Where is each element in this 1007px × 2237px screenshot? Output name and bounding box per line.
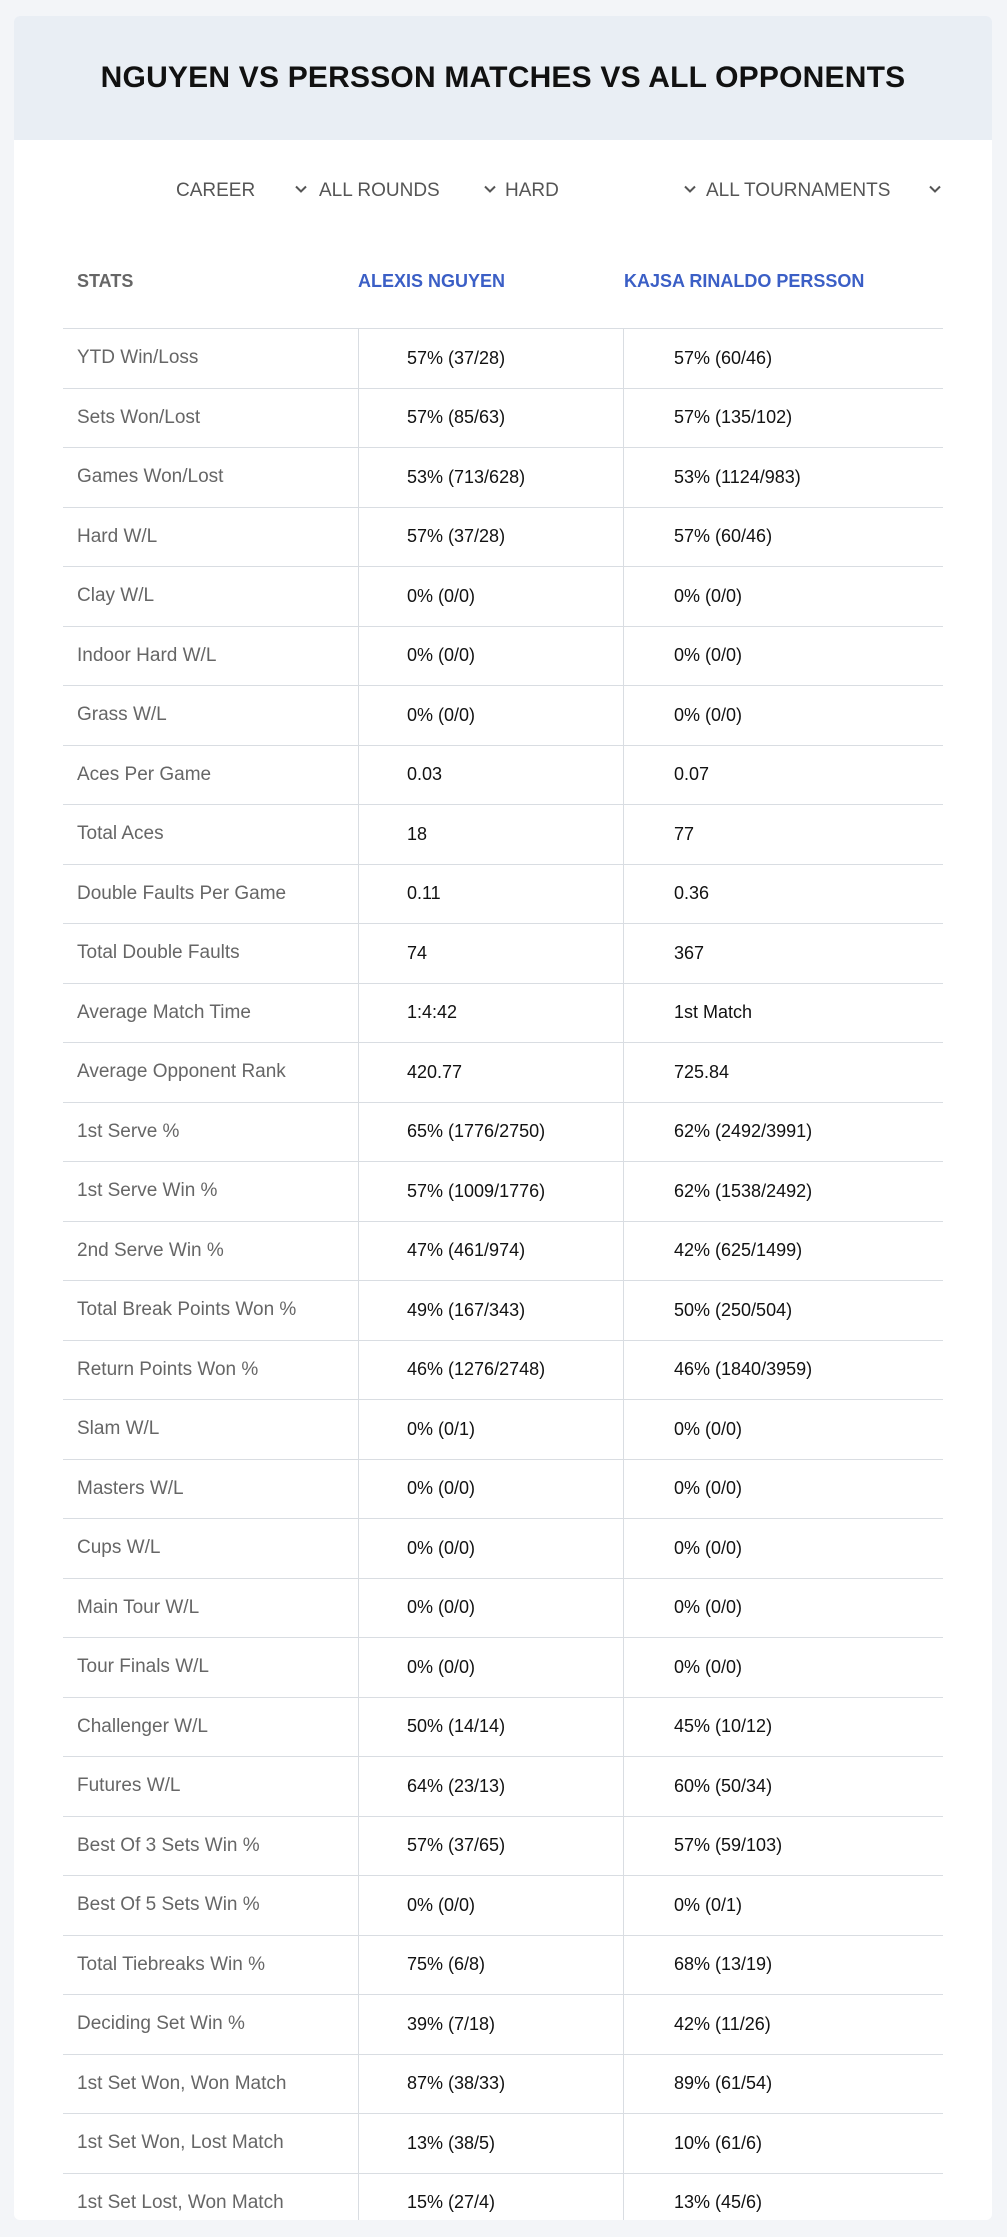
table-row: [63, 1757, 943, 1817]
player1-stat-value: 0% (0/0): [358, 1519, 623, 1578]
player2-stat-value: 13% (45/6): [623, 2174, 943, 2221]
table-row: [63, 1103, 943, 1163]
player1-stat-value: 65% (1776/2750): [358, 1103, 623, 1162]
stat-label: Slam W/L: [77, 1418, 160, 1440]
stat-label: Clay W/L: [77, 585, 155, 607]
table-row: [63, 805, 943, 865]
player2-stat-value: 0% (0/0): [623, 627, 943, 686]
filter-bar: [14, 140, 992, 220]
player1-stat-value: 57% (85/63): [358, 389, 623, 448]
player1-stat-value: 15% (27/4): [358, 2174, 623, 2221]
stat-label: 1st Set Won, Won Match: [77, 2072, 287, 2094]
page-title: NGUYEN VS PERSSON MATCHES VS ALL OPPONENTS: [100, 61, 906, 94]
player2-stat-value: 0.36: [623, 865, 943, 924]
stat-label: 1st Set Won, Lost Match: [77, 2132, 284, 2154]
player1-stat-value: 46% (1276/2748): [358, 1341, 623, 1400]
player1-stat-value: 0% (0/0): [358, 627, 623, 686]
player1-stat-value: 57% (1009/1776): [358, 1162, 623, 1221]
table-row: [63, 508, 943, 568]
chevron-down-icon: [683, 182, 697, 196]
player1-stat-value: 57% (37/28): [358, 329, 623, 388]
stat-label: Games Won/Lost: [77, 466, 224, 488]
stat-label: Challenger W/L: [77, 1715, 208, 1737]
table-row: [63, 1400, 943, 1460]
stat-label: Best Of 5 Sets Win %: [77, 1894, 260, 1916]
player2-link[interactable]: KAJSA RINALDO PERSSON: [624, 271, 865, 291]
table-row: [63, 567, 943, 627]
player2-stat-value: 57% (59/103): [623, 1817, 943, 1876]
player1-stat-value: 0% (0/1): [358, 1400, 623, 1459]
stat-label: YTD Win/Loss: [77, 347, 199, 369]
table-row: [63, 2114, 943, 2174]
player1-stat-value: 420.77: [358, 1043, 623, 1102]
table-row: [63, 627, 943, 687]
table-row: [63, 1579, 943, 1639]
player1-stat-value: 39% (7/18): [358, 1995, 623, 2054]
player2-stat-value: 10% (61/6): [623, 2114, 943, 2173]
player1-stat-value: 0% (0/0): [358, 567, 623, 626]
period-select-value: CAREER: [176, 180, 256, 201]
table-row: [63, 1519, 943, 1579]
player1-stat-value: 49% (167/343): [358, 1281, 623, 1340]
stat-label: 1st Set Lost, Won Match: [77, 2191, 284, 2213]
player1-stat-value: 0.11: [358, 865, 623, 924]
player2-stat-value: 0% (0/0): [623, 1579, 943, 1638]
player2-stat-value: 62% (1538/2492): [623, 1162, 943, 1221]
player1-stat-value: 47% (461/974): [358, 1222, 623, 1281]
player1-stat-value: 75% (6/8): [358, 1936, 623, 1995]
surface-select-value: HARD: [505, 180, 559, 201]
player2-stat-value: 62% (2492/3991): [623, 1103, 943, 1162]
player2-stat-value: 0% (0/1): [623, 1876, 943, 1935]
player2-stat-value: 0.07: [623, 746, 943, 805]
player1-stat-value: 50% (14/14): [358, 1698, 623, 1757]
player1-stat-value: 0% (0/0): [358, 1460, 623, 1519]
player1-stat-value: 0% (0/0): [358, 1638, 623, 1697]
player1-stat-value: 57% (37/65): [358, 1817, 623, 1876]
tournaments-select-value: ALL TOURNAMENTS: [706, 180, 891, 201]
stat-label: Hard W/L: [77, 525, 158, 547]
period-select[interactable]: [176, 176, 306, 206]
tournaments-select[interactable]: [706, 176, 946, 206]
player2-stat-value: 42% (11/26): [623, 1995, 943, 2054]
rounds-select-value: ALL ROUNDS: [319, 180, 440, 201]
surface-select[interactable]: [505, 176, 700, 206]
player1-stat-value: 74: [358, 924, 623, 983]
stat-label: Best Of 3 Sets Win %: [77, 1834, 260, 1856]
player2-stat-value: 45% (10/12): [623, 1698, 943, 1757]
stat-label: Masters W/L: [77, 1477, 184, 1499]
stat-label: Total Tiebreaks Win %: [77, 1953, 265, 1975]
stats-column-header: STATS: [77, 271, 134, 291]
player2-stat-value: 46% (1840/3959): [623, 1341, 943, 1400]
player2-stat-value: 57% (60/46): [623, 508, 943, 567]
table-row: [63, 389, 943, 449]
player2-stat-value: 53% (1124/983): [623, 448, 943, 507]
player2-stat-value: 42% (625/1499): [623, 1222, 943, 1281]
table-row: [63, 1638, 943, 1698]
player2-stat-value: 89% (61/54): [623, 2055, 943, 2114]
player2-stat-value: 367: [623, 924, 943, 983]
player2-stat-value: 57% (60/46): [623, 329, 943, 388]
table-row: [63, 1460, 943, 1520]
rounds-select[interactable]: [319, 176, 499, 206]
player2-stat-value: 77: [623, 805, 943, 864]
player2-stat-value: 0% (0/0): [623, 1519, 943, 1578]
table-row: [63, 2055, 943, 2115]
stat-label: Aces Per Game: [77, 763, 212, 785]
player1-stat-value: 18: [358, 805, 623, 864]
table-row: [63, 1043, 943, 1103]
chevron-down-icon: [928, 182, 942, 196]
player2-stat-value: 50% (250/504): [623, 1281, 943, 1340]
table-row: [63, 746, 943, 806]
player2-stat-value: 0% (0/0): [623, 1400, 943, 1459]
player2-stat-value: 0% (0/0): [623, 1638, 943, 1697]
stat-label: Deciding Set Win %: [77, 2013, 245, 2035]
player1-stat-value: 1:4:42: [358, 984, 623, 1043]
player1-stat-value: 0% (0/0): [358, 686, 623, 745]
page-header: [14, 16, 992, 140]
player1-stat-value: 0% (0/0): [358, 1579, 623, 1638]
stat-label: Total Aces: [77, 823, 164, 845]
table-row: [63, 924, 943, 984]
player2-stat-value: 1st Match: [623, 984, 943, 1043]
table-row: [63, 686, 943, 746]
stat-label: Average Opponent Rank: [77, 1061, 286, 1083]
stats-table: [63, 246, 943, 2220]
stat-label: 1st Serve %: [77, 1120, 180, 1142]
player1-stat-value: 13% (38/5): [358, 2114, 623, 2173]
table-row: [63, 1698, 943, 1758]
player2-stat-value: 0% (0/0): [623, 567, 943, 626]
stat-label: Double Faults Per Game: [77, 882, 287, 904]
stat-label: Main Tour W/L: [77, 1596, 200, 1618]
table-row: [63, 865, 943, 925]
table-row: [63, 1876, 943, 1936]
stat-label: Tour Finals W/L: [77, 1656, 209, 1678]
table-row: [63, 1995, 943, 2055]
stat-label: Total Break Points Won %: [77, 1299, 297, 1321]
stat-label: 2nd Serve Win %: [77, 1239, 224, 1261]
player2-stat-value: 0% (0/0): [623, 686, 943, 745]
stat-label: Average Match Time: [77, 1001, 251, 1023]
table-row: [63, 984, 943, 1044]
player2-stat-value: 57% (135/102): [623, 389, 943, 448]
table-row: [63, 448, 943, 508]
table-row: [63, 1222, 943, 1282]
table-row: [63, 2174, 943, 2221]
stat-label: Cups W/L: [77, 1537, 161, 1559]
table-row: [63, 1817, 943, 1877]
chevron-down-icon: [294, 182, 308, 196]
player1-stat-value: 53% (713/628): [358, 448, 623, 507]
table-row: [63, 1341, 943, 1401]
table-body: [63, 329, 943, 2220]
player2-stat-value: 725.84: [623, 1043, 943, 1102]
player1-stat-value: 87% (38/33): [358, 2055, 623, 2114]
stat-label: Indoor Hard W/L: [77, 644, 217, 666]
stat-label: 1st Serve Win %: [77, 1180, 218, 1202]
player1-stat-value: 57% (37/28): [358, 508, 623, 567]
player1-stat-value: 0% (0/0): [358, 1876, 623, 1935]
stat-label: Total Double Faults: [77, 942, 240, 964]
stat-label: Futures W/L: [77, 1775, 181, 1797]
player1-stat-value: 0.03: [358, 746, 623, 805]
table-row: [63, 1162, 943, 1222]
player2-stat-value: 68% (13/19): [623, 1936, 943, 1995]
player2-stat-value: 60% (50/34): [623, 1757, 943, 1816]
player1-link[interactable]: ALEXIS NGUYEN: [358, 271, 506, 291]
stat-label: Grass W/L: [77, 704, 167, 726]
table-row: [63, 1936, 943, 1996]
chevron-down-icon: [483, 182, 497, 196]
matches-card: [14, 16, 992, 2220]
table-header: [63, 246, 943, 329]
table-row: [63, 329, 943, 389]
player1-stat-value: 64% (23/13): [358, 1757, 623, 1816]
table-row: [63, 1281, 943, 1341]
player2-stat-value: 0% (0/0): [623, 1460, 943, 1519]
stat-label: Sets Won/Lost: [77, 406, 201, 428]
stat-label: Return Points Won %: [77, 1358, 259, 1380]
